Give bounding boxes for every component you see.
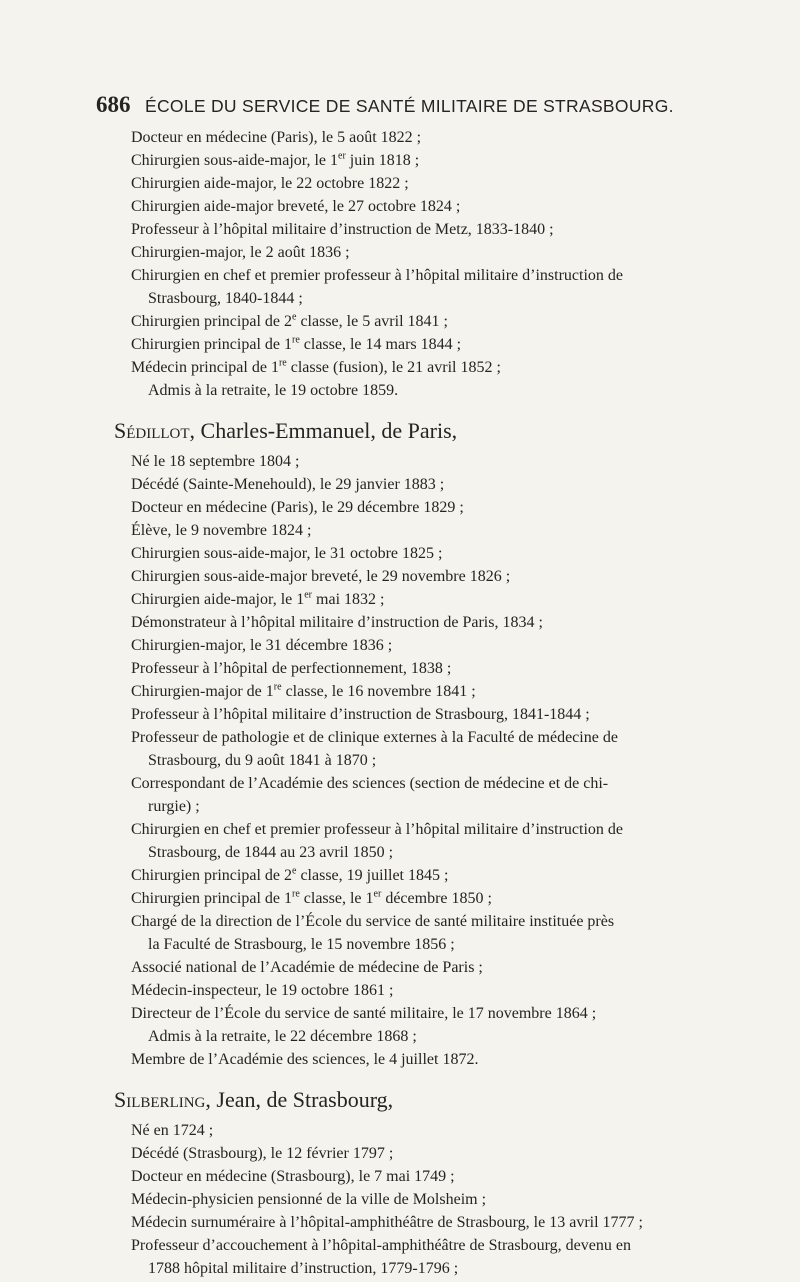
text-line: Docteur en médecine (Paris), le 5 août 1822 ; — [131, 129, 422, 146]
text-line: Médecin surnuméraire à l’hôpital-amphithéâtre de Strasbourg, le 13 avril 1777 ; — [131, 1214, 643, 1231]
text-line: Professeur à l’hôpital militaire d’instruction de Metz, 1833-1840 ; — [131, 221, 554, 238]
text-line: Admis à la retraite, le 22 décembre 1868 ; — [148, 1028, 417, 1045]
text-line: Professeur à l’hôpital de perfectionnement, 1838 ; — [131, 660, 452, 677]
text-line: Chirurgien sous-aide-major breveté, le 29 novembre 1826 ; — [131, 568, 511, 585]
entry-name-rest: , Charles-Emmanuel, de Paris, — [189, 418, 458, 443]
text-line: 1788 hôpital militaire d’instruction, 1779-1796 ; — [148, 1260, 459, 1277]
text-line: Admis à la retraite, le 19 octobre 1859. — [148, 382, 399, 399]
text-line: Médecin principal de 1re classe (fusion), le 21 avril 1852 ; — [131, 357, 501, 376]
text-line: Médecin-inspecteur, le 19 octobre 1861 ; — [131, 982, 394, 999]
entry-surname: Silberling — [114, 1087, 206, 1112]
text-line: Chirurgien aide-major, le 22 octobre 1822 ; — [131, 175, 409, 192]
text-line: Chargé de la direction de l’École du service de santé militaire instituée près — [131, 913, 615, 930]
text-line: Directeur de l’École du service de santé militaire, le 17 novembre 1864 ; — [131, 1005, 597, 1022]
text-line: Strasbourg, du 9 août 1841 à 1870 ; — [148, 752, 377, 769]
text-line: Chirurgien aide-major breveté, le 27 octobre 1824 ; — [131, 198, 461, 215]
running-title: ÉCOLE DU SERVICE DE SANTÉ MILITAIRE DE STRASBOURG. — [145, 96, 674, 116]
text-line: Chirurgien aide-major, le 1er mai 1832 ; — [131, 589, 385, 608]
text-line: Strasbourg, 1840-1844 ; — [148, 290, 303, 307]
text-line: Chirurgien-major, le 2 août 1836 ; — [131, 244, 350, 261]
text-line: Associé national de l’Académie de médecine de Paris ; — [131, 959, 483, 976]
text-line: Strasbourg, de 1844 au 23 avril 1850 ; — [148, 844, 394, 861]
text-line: Membre de l’Académie des sciences, le 4 juillet 1872. — [131, 1051, 479, 1068]
text-line: Professeur d’accouchement à l’hôpital-amphithéâtre de Strasbourg, devenu en — [131, 1237, 631, 1254]
text-line: Né en 1724 ; — [131, 1122, 214, 1139]
text-line: Chirurgien principal de 2e classe, le 5 avril 1841 ; — [131, 311, 448, 330]
entry-heading-sedillot — [114, 418, 457, 444]
text-line: Docteur en médecine (Paris), le 29 décembre 1829 ; — [131, 499, 464, 516]
text-line: Chirurgien principal de 2e classe, 19 juillet 1845 ; — [131, 865, 449, 884]
text-line: Docteur en médecine (Strasbourg), le 7 mai 1749 ; — [131, 1168, 455, 1185]
text-line: Décédé (Strasbourg), le 12 février 1797 ; — [131, 1145, 394, 1162]
text-line: rurgie) ; — [148, 798, 200, 815]
text-line: Chirurgien principal de 1re classe, le 14 mars 1844 ; — [131, 334, 462, 353]
entry-name-rest: , Jean, de Strasbourg, — [205, 1087, 394, 1112]
page-header — [96, 92, 736, 122]
text-line: Professeur de pathologie et de clinique externes à la Faculté de médecine de — [131, 729, 618, 746]
text-line: Professeur à l’hôpital militaire d’instruction de Strasbourg, 1841-1844 ; — [131, 706, 590, 723]
text-line: Chirurgien sous-aide-major, le 31 octobre 1825 ; — [131, 545, 443, 562]
text-line: Chirurgien en chef et premier professeur à l’hôpital militaire d’instruction de — [131, 821, 623, 838]
page-number: 686 — [96, 92, 131, 117]
entry-heading-silberling — [114, 1087, 393, 1113]
text-line: la Faculté de Strasbourg, le 15 novembre 1856 ; — [148, 936, 455, 953]
text-line: Chirurgien-major, le 31 décembre 1836 ; — [131, 637, 393, 654]
text-line: Chirurgien sous-aide-major, le 1er juin 1818 ; — [131, 150, 420, 169]
text-line: Élève, le 9 novembre 1824 ; — [131, 522, 312, 539]
text-line: Démonstrateur à l’hôpital militaire d’instruction de Paris, 1834 ; — [131, 614, 543, 631]
entry-surname: Sédillot — [114, 418, 190, 443]
text-line: Correspondant de l’Académie des sciences (section de médecine et de chi- — [131, 775, 609, 792]
text-line: Chirurgien-major de 1re classe, le 16 novembre 1841 ; — [131, 681, 476, 700]
text-line: Chirurgien principal de 1re classe, le 1er décembre 1850 ; — [131, 888, 492, 907]
text-line: Chirurgien en chef et premier professeur à l’hôpital militaire d’instruction de — [131, 267, 623, 284]
text-line: Né le 18 septembre 1804 ; — [131, 453, 300, 470]
text-line: Décédé (Sainte-Menehould), le 29 janvier 1883 ; — [131, 476, 445, 493]
text-line: Médecin-physicien pensionné de la ville de Molsheim ; — [131, 1191, 487, 1208]
